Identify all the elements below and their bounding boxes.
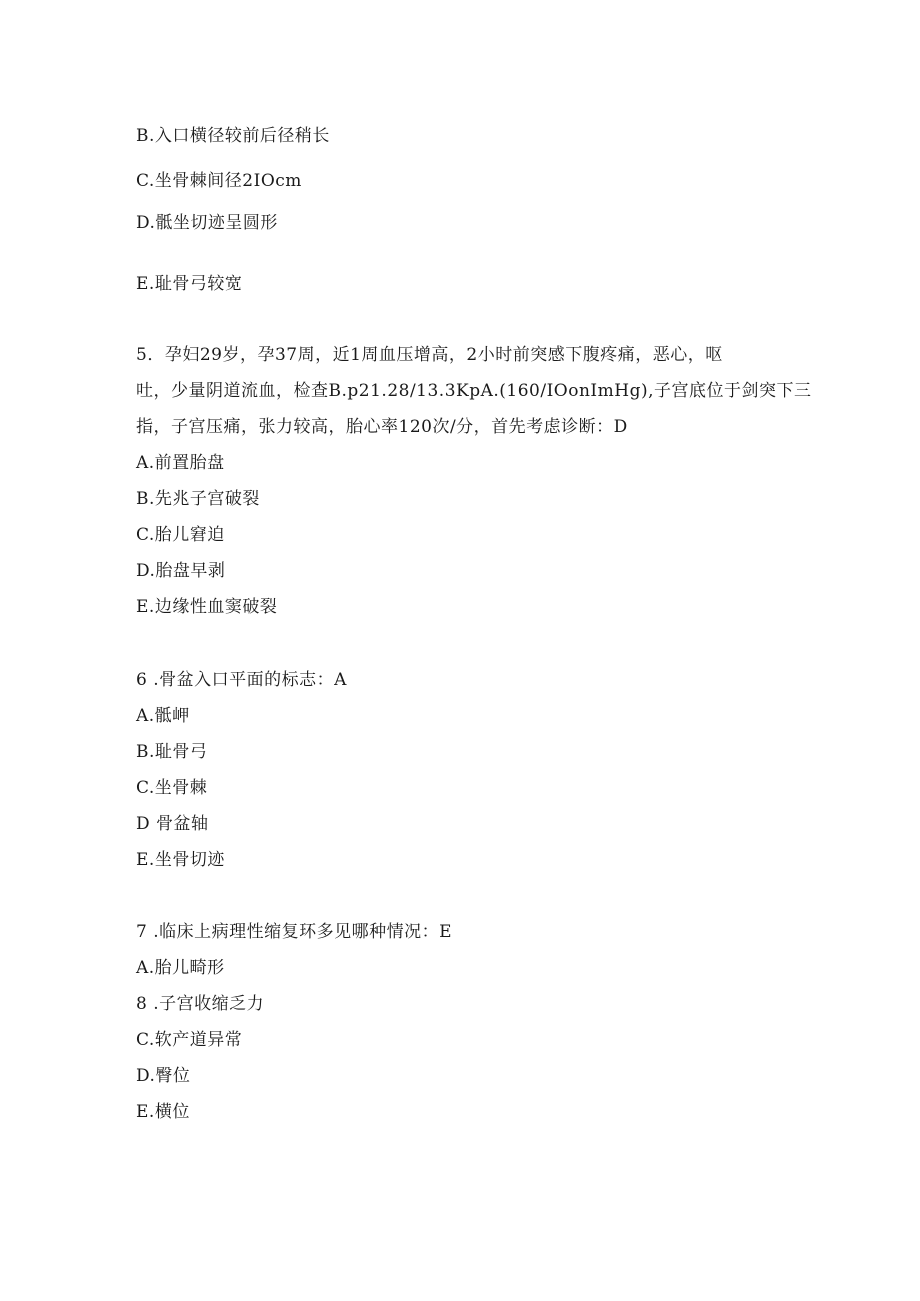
question-6-option-a: A.骶岬 bbox=[136, 706, 190, 726]
question-7-stem: 7 .临床上病理性缩复环多见哪种情况：E bbox=[136, 922, 453, 942]
question-6-stem: 6 .骨盆入口平面的标志：A bbox=[136, 670, 347, 690]
question-5-stem-line-2: 吐，少量阴道流血，检查B.p21.28/13.3KpA.(160/IOonImHg),子宫底位于剑突下三 bbox=[136, 381, 812, 401]
option-d: D.骶坐切迹呈圆形 bbox=[136, 213, 278, 233]
option-c: C.坐骨棘间径2IOcm bbox=[136, 171, 302, 191]
question-5-option-b: B.先兆子宫破裂 bbox=[136, 489, 260, 509]
question-6-option-c: C.坐骨棘 bbox=[136, 778, 208, 798]
question-6-option-e: E.坐骨切迹 bbox=[136, 850, 225, 870]
question-5-option-d: D.胎盘早剥 bbox=[136, 561, 226, 581]
question-7-option-c: C.软产道异常 bbox=[136, 1030, 243, 1050]
question-7-option-a: A.胎儿畸形 bbox=[136, 958, 225, 978]
question-7-option-e: E.横位 bbox=[136, 1102, 190, 1122]
question-5-stem-line-3: 指，子宫压痛，张力较高，胎心率120次/分，首先考虑诊断：D bbox=[136, 417, 628, 437]
option-b: B.入口横径较前后径稍长 bbox=[136, 126, 330, 146]
question-5-option-c: C.胎儿窘迫 bbox=[136, 525, 225, 545]
question-5-option-e: E.边缘性血窦破裂 bbox=[136, 597, 278, 617]
question-5-stem-line-1: 5．孕妇29岁，孕37周，近1周血压增高，2小时前突感下腹疼痛，恶心，呕 bbox=[136, 345, 723, 365]
option-e: E.耻骨弓较宽 bbox=[136, 274, 243, 294]
question-5-option-a: A.前置胎盘 bbox=[136, 453, 225, 473]
question-7-option-d: D.臀位 bbox=[136, 1066, 191, 1086]
question-6-option-d: D 骨盆轴 bbox=[136, 814, 209, 834]
question-6-option-b: B.耻骨弓 bbox=[136, 742, 208, 762]
question-7-option-b: 8 .子宫收缩乏力 bbox=[136, 994, 265, 1014]
